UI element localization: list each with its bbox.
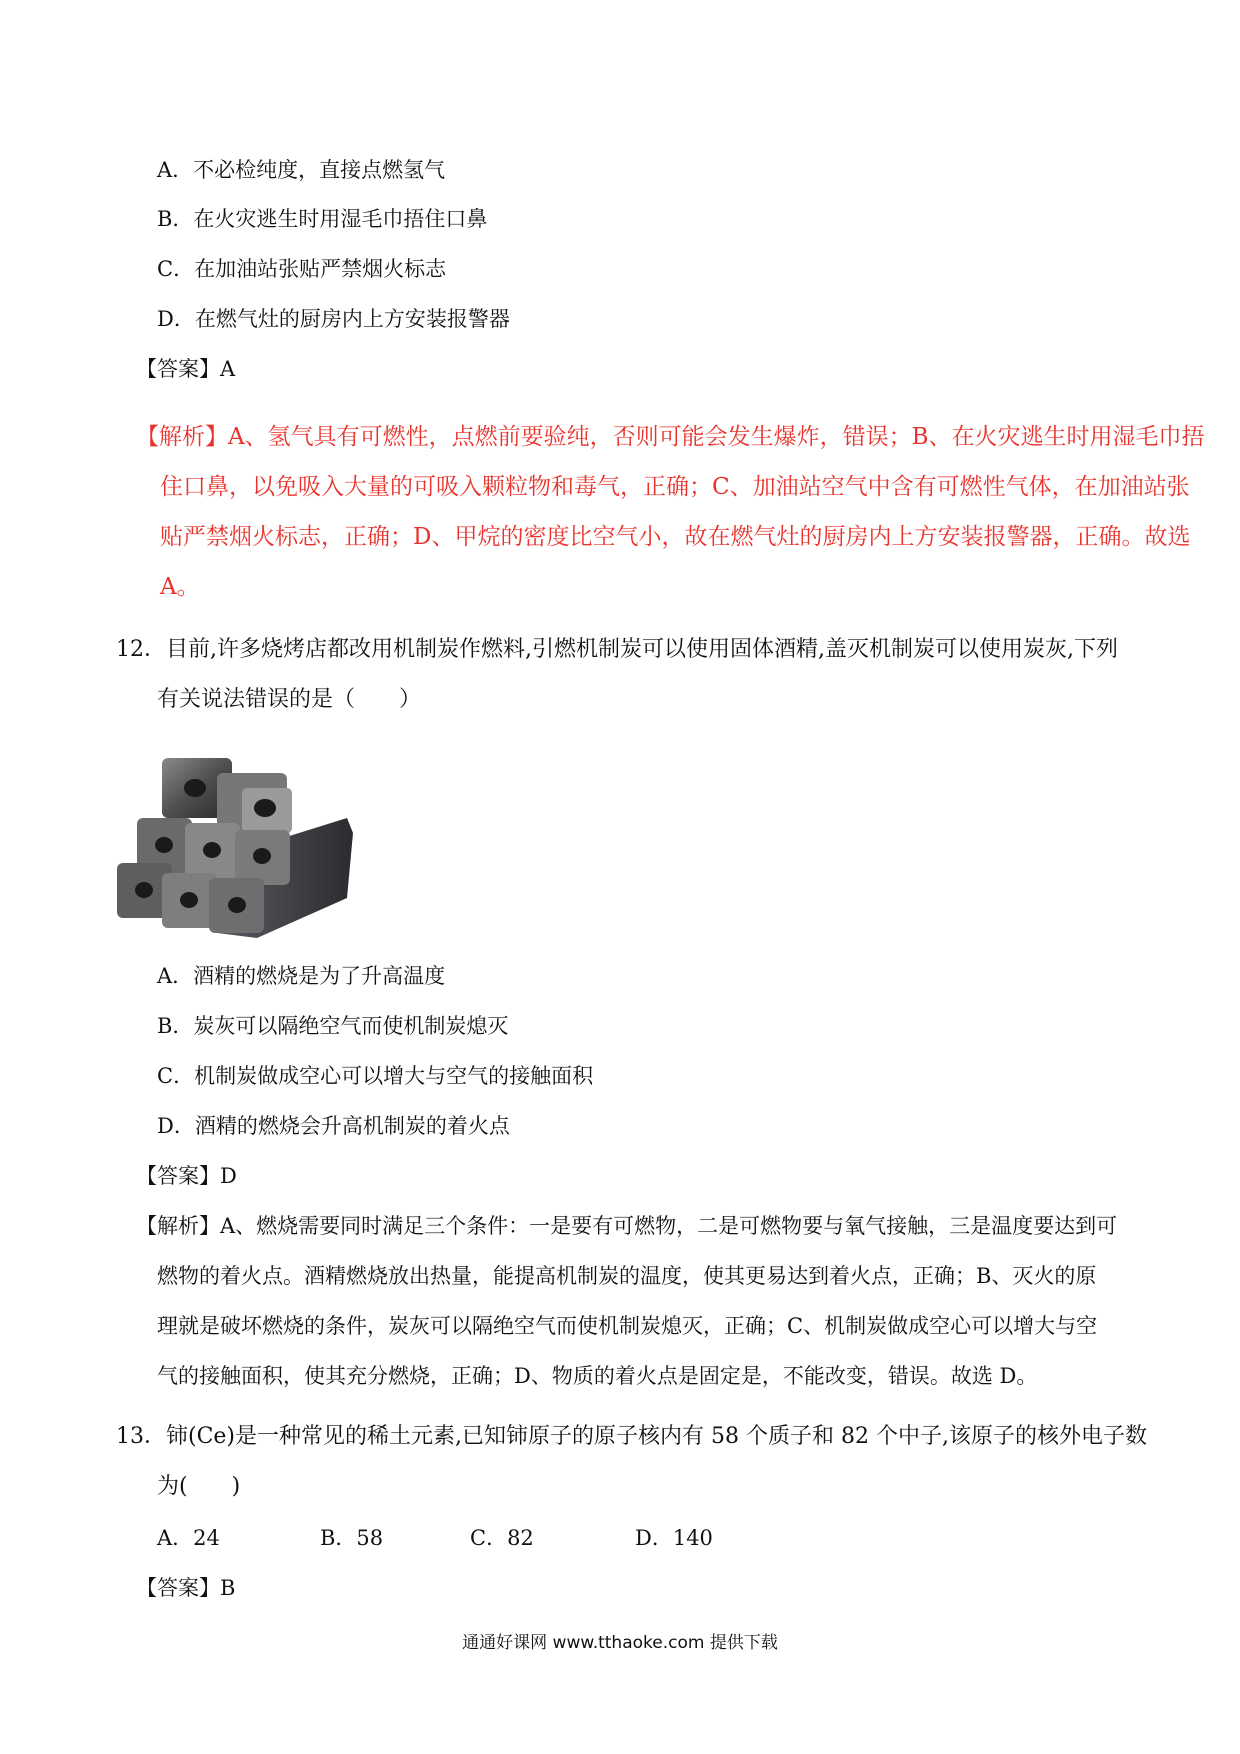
q12-analysis-line: 气的接触面积，使其充分燃烧，正确；D、物质的着火点是固定是，不能改变，错误。故选 D。 <box>157 1364 1038 1388</box>
q12-option-c: C．机制炭做成空心可以增大与空气的接触面积 <box>157 1064 594 1088</box>
q12-option-d: D．酒精的燃烧会升高机制炭的着火点 <box>157 1114 510 1138</box>
q12-analysis-line: 【解析】A、燃烧需要同时满足三个条件：一是要有可燃物，二是可燃物要与氧气接触，三是温度要达到可 <box>136 1214 1118 1238</box>
q12-option-b: B．炭灰可以隔绝空气而使机制炭熄灭 <box>157 1014 509 1038</box>
q11-answer: 【答案】A <box>136 357 236 381</box>
q13-option-a: A．24 <box>157 1526 220 1550</box>
q12-stem-line: 有关说法错误的是（ ） <box>157 687 422 712</box>
q13-option-c: C．82 <box>470 1526 534 1550</box>
q13-option-d: D．140 <box>635 1526 713 1550</box>
q13-option-b: B．58 <box>320 1526 384 1550</box>
q12-analysis-line: 燃物的着火点。酒精燃烧放出热量，能提高机制炭的温度，使其更易达到着火点，正确；B、灭火的原 <box>157 1264 1097 1288</box>
q12-stem-line: 12．目前,许多烧烤店都改用机制炭作燃料,引燃机制炭可以使用固体酒精,盖灭机制炭可以使用炭灰,下列 <box>116 637 1118 662</box>
q13-stem-line: 为( ) <box>157 1474 241 1499</box>
charcoal-briquettes-image <box>117 748 353 938</box>
q11-option-c: C．在加油站张贴严禁烟火标志 <box>157 257 447 281</box>
page-footer: 通通好课网 www.tthaoke.com 提供下载 <box>462 1633 778 1653</box>
q11-analysis-line: 【解析】A、氢气具有可燃性，点燃前要验纯，否则可能会发生爆炸，错误；B、在火灾逃生时用湿毛巾捂 <box>136 424 1205 450</box>
q13-answer: 【答案】B <box>136 1576 236 1600</box>
q11-option-d: D．在燃气灶的厨房内上方安装报警器 <box>157 307 510 331</box>
q12-analysis-line: 理就是破坏燃烧的条件，炭灰可以隔绝空气而使机制炭熄灭，正确；C、机制炭做成空心可以增大与空 <box>157 1314 1098 1338</box>
q11-option-b: B．在火灾逃生时用湿毛巾捂住口鼻 <box>157 207 488 231</box>
q11-analysis-line: A。 <box>160 574 200 600</box>
q13-stem-line: 13．铈(Ce)是一种常见的稀土元素,已知铈原子的原子核内有 58 个质子和 82 个中子,该原子的核外电子数 <box>116 1424 1147 1449</box>
q13-options <box>157 1524 713 1552</box>
q11-analysis-line: 贴严禁烟火标志，正确；D、甲烷的密度比空气小，故在燃气灶的厨房内上方安装报警器，正确。故选 <box>160 524 1191 550</box>
q11-analysis-line: 住口鼻，以免吸入大量的可吸入颗粒物和毒气，正确；C、加油站空气中含有可燃性气体，在加油站张 <box>160 474 1190 500</box>
q12-answer: 【答案】D <box>136 1164 237 1188</box>
q11-option-a: A．不必检纯度，直接点燃氢气 <box>157 158 446 182</box>
q12-option-a: A．酒精的燃烧是为了升高温度 <box>157 964 446 988</box>
